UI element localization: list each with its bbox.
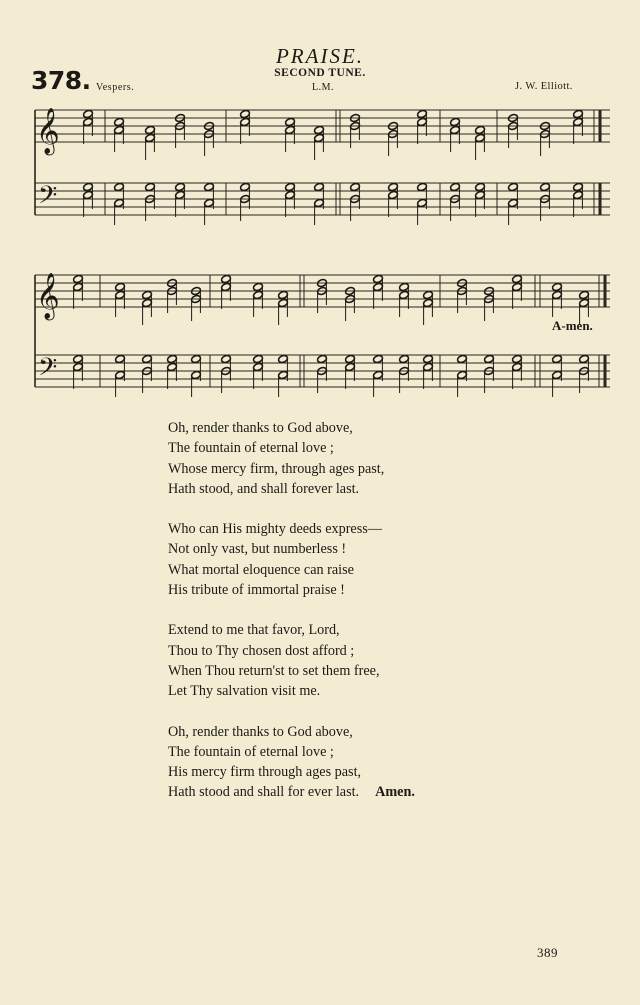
- verse-line: His mercy firm through ages past,: [168, 764, 362, 781]
- verse-line: Extend to me that favor, Lord,: [168, 622, 340, 639]
- note-head: [83, 117, 94, 126]
- note-head: [512, 354, 523, 363]
- page-number: 389: [537, 945, 558, 960]
- note-head: [240, 109, 251, 118]
- note-head: [512, 274, 523, 283]
- note-head: [423, 298, 434, 307]
- note-head: [475, 133, 486, 142]
- note-head: [73, 274, 84, 283]
- bass-clef-icon: 𝄢: [38, 353, 58, 388]
- note-head: [552, 290, 563, 299]
- note-head: [423, 362, 434, 371]
- treble-clef-icon: 𝄞: [36, 273, 60, 319]
- note-head: [167, 354, 178, 363]
- verse-line: Let Thy salvation visit me.: [168, 683, 321, 700]
- note-head: [83, 182, 94, 191]
- note-head: [221, 274, 232, 283]
- note-head: [73, 362, 84, 371]
- note-head: [508, 182, 519, 191]
- note-head: [417, 198, 428, 207]
- verse-2: [168, 519, 415, 600]
- note-head: [399, 354, 410, 363]
- note-head: [221, 354, 232, 363]
- note-head: [399, 290, 410, 299]
- note-head: [115, 354, 126, 363]
- note-head: [579, 290, 590, 299]
- note-head: [204, 198, 215, 207]
- note-head: [142, 298, 153, 307]
- note-head: [350, 182, 361, 191]
- note-head: [314, 182, 325, 191]
- note-head: [417, 109, 428, 118]
- note-head: [417, 182, 428, 191]
- note-head: [73, 354, 84, 363]
- note-head: [573, 182, 584, 191]
- note-head: [417, 117, 428, 126]
- note-head: [512, 282, 523, 291]
- note-head: [345, 354, 356, 363]
- note-head: [552, 282, 563, 291]
- note-head: [240, 182, 251, 191]
- note-head: [579, 298, 590, 307]
- note-head: [373, 354, 384, 363]
- closing-amen: Amen.: [375, 784, 415, 801]
- note-head: [423, 290, 434, 299]
- section-title: PRAISE.: [275, 44, 365, 68]
- note-head: [253, 290, 264, 299]
- verse-line: Not only vast, but numberless !: [168, 541, 347, 558]
- verse-line: What mortal eloquence can raise: [168, 561, 354, 578]
- note-head: [145, 133, 156, 142]
- note-head: [388, 182, 399, 191]
- note-head: [285, 190, 296, 199]
- note-head: [278, 354, 289, 363]
- note-head: [552, 354, 563, 363]
- note-head: [278, 298, 289, 307]
- note-head: [512, 362, 523, 371]
- note-head: [285, 117, 296, 126]
- note-head: [345, 362, 356, 371]
- note-head: [373, 274, 384, 283]
- note-head: [142, 354, 153, 363]
- note-head: [457, 354, 468, 363]
- notes-1: [83, 109, 584, 225]
- note-head: [278, 370, 289, 379]
- music-system-2: [0, 263, 640, 413]
- composer: J. W. Elliott.: [515, 81, 573, 92]
- note-head: [73, 282, 84, 291]
- note-head: [540, 182, 551, 191]
- note-head: [450, 125, 461, 134]
- note-head: [114, 117, 125, 126]
- note-head: [373, 370, 384, 379]
- note-head: [115, 370, 126, 379]
- note-head: [475, 125, 486, 134]
- note-head: [285, 182, 296, 191]
- note-head: [285, 125, 296, 134]
- verse-3: [168, 620, 415, 701]
- note-head: [240, 117, 251, 126]
- note-head: [175, 182, 186, 191]
- note-head: [457, 370, 468, 379]
- verse-line: Who can His mighty deeds express—: [168, 521, 382, 538]
- note-head: [423, 354, 434, 363]
- note-head: [115, 282, 126, 291]
- note-head: [399, 282, 410, 291]
- note-head: [115, 290, 126, 299]
- meter: L.M.: [312, 82, 334, 93]
- note-head: [167, 362, 178, 371]
- note-head: [145, 125, 156, 134]
- note-head: [579, 354, 590, 363]
- note-head: [573, 190, 584, 199]
- note-head: [314, 133, 325, 142]
- note-head: [484, 354, 495, 363]
- verse-line: When Thou return'st to set them free,: [168, 662, 380, 679]
- note-head: [114, 182, 125, 191]
- note-head: [114, 125, 125, 134]
- note-head: [573, 117, 584, 126]
- note-head: [314, 198, 325, 207]
- note-head: [253, 354, 264, 363]
- verse-line-text: Hath stood and shall for ever last.: [168, 784, 360, 801]
- amen-label: A-men.: [552, 318, 593, 333]
- tune-subtitle: SECOND TUNE.: [274, 67, 366, 79]
- verse-line: The fountain of eternal love ;: [168, 440, 334, 457]
- note-head: [552, 370, 563, 379]
- note-head: [388, 190, 399, 199]
- note-head: [83, 190, 94, 199]
- note-head: [142, 290, 153, 299]
- note-head: [450, 117, 461, 126]
- music-system-1: [0, 98, 640, 248]
- note-head: [221, 282, 232, 291]
- note-head: [450, 182, 461, 191]
- verse-line: The fountain of eternal love ;: [168, 743, 334, 760]
- verse-1: [168, 418, 415, 499]
- note-head: [373, 282, 384, 291]
- note-head: [191, 370, 202, 379]
- verse-line: [168, 782, 415, 802]
- verse-line: His tribute of immortal praise !: [168, 582, 345, 599]
- verse-line: Whose mercy firm, through ages past,: [168, 460, 385, 477]
- note-head: [475, 190, 486, 199]
- note-head: [191, 354, 202, 363]
- bass-clef-icon: 𝄢: [38, 181, 58, 216]
- note-head: [204, 182, 215, 191]
- note-head: [317, 354, 328, 363]
- note-head: [145, 182, 156, 191]
- tune-name: Vespers.: [96, 82, 135, 93]
- note-head: [573, 109, 584, 118]
- note-head: [475, 182, 486, 191]
- verse-line: Oh, render thanks to God above,: [168, 420, 353, 436]
- note-head: [83, 109, 94, 118]
- note-head: [508, 198, 519, 207]
- hymn-number: 378.: [31, 66, 91, 95]
- note-head: [114, 198, 125, 207]
- note-head: [175, 190, 186, 199]
- verse-line: Thou to Thy chosen dost afford ;: [168, 642, 355, 659]
- verse-4: [168, 722, 415, 803]
- hymn-text: [168, 418, 415, 823]
- verse-line: Oh, render thanks to God above,: [168, 723, 353, 740]
- treble-clef-icon: 𝄞: [36, 108, 60, 154]
- verse-line: Hath stood, and shall forever last.: [168, 480, 360, 497]
- note-head: [314, 125, 325, 134]
- note-head: [278, 290, 289, 299]
- note-head: [253, 282, 264, 291]
- note-head: [253, 362, 264, 371]
